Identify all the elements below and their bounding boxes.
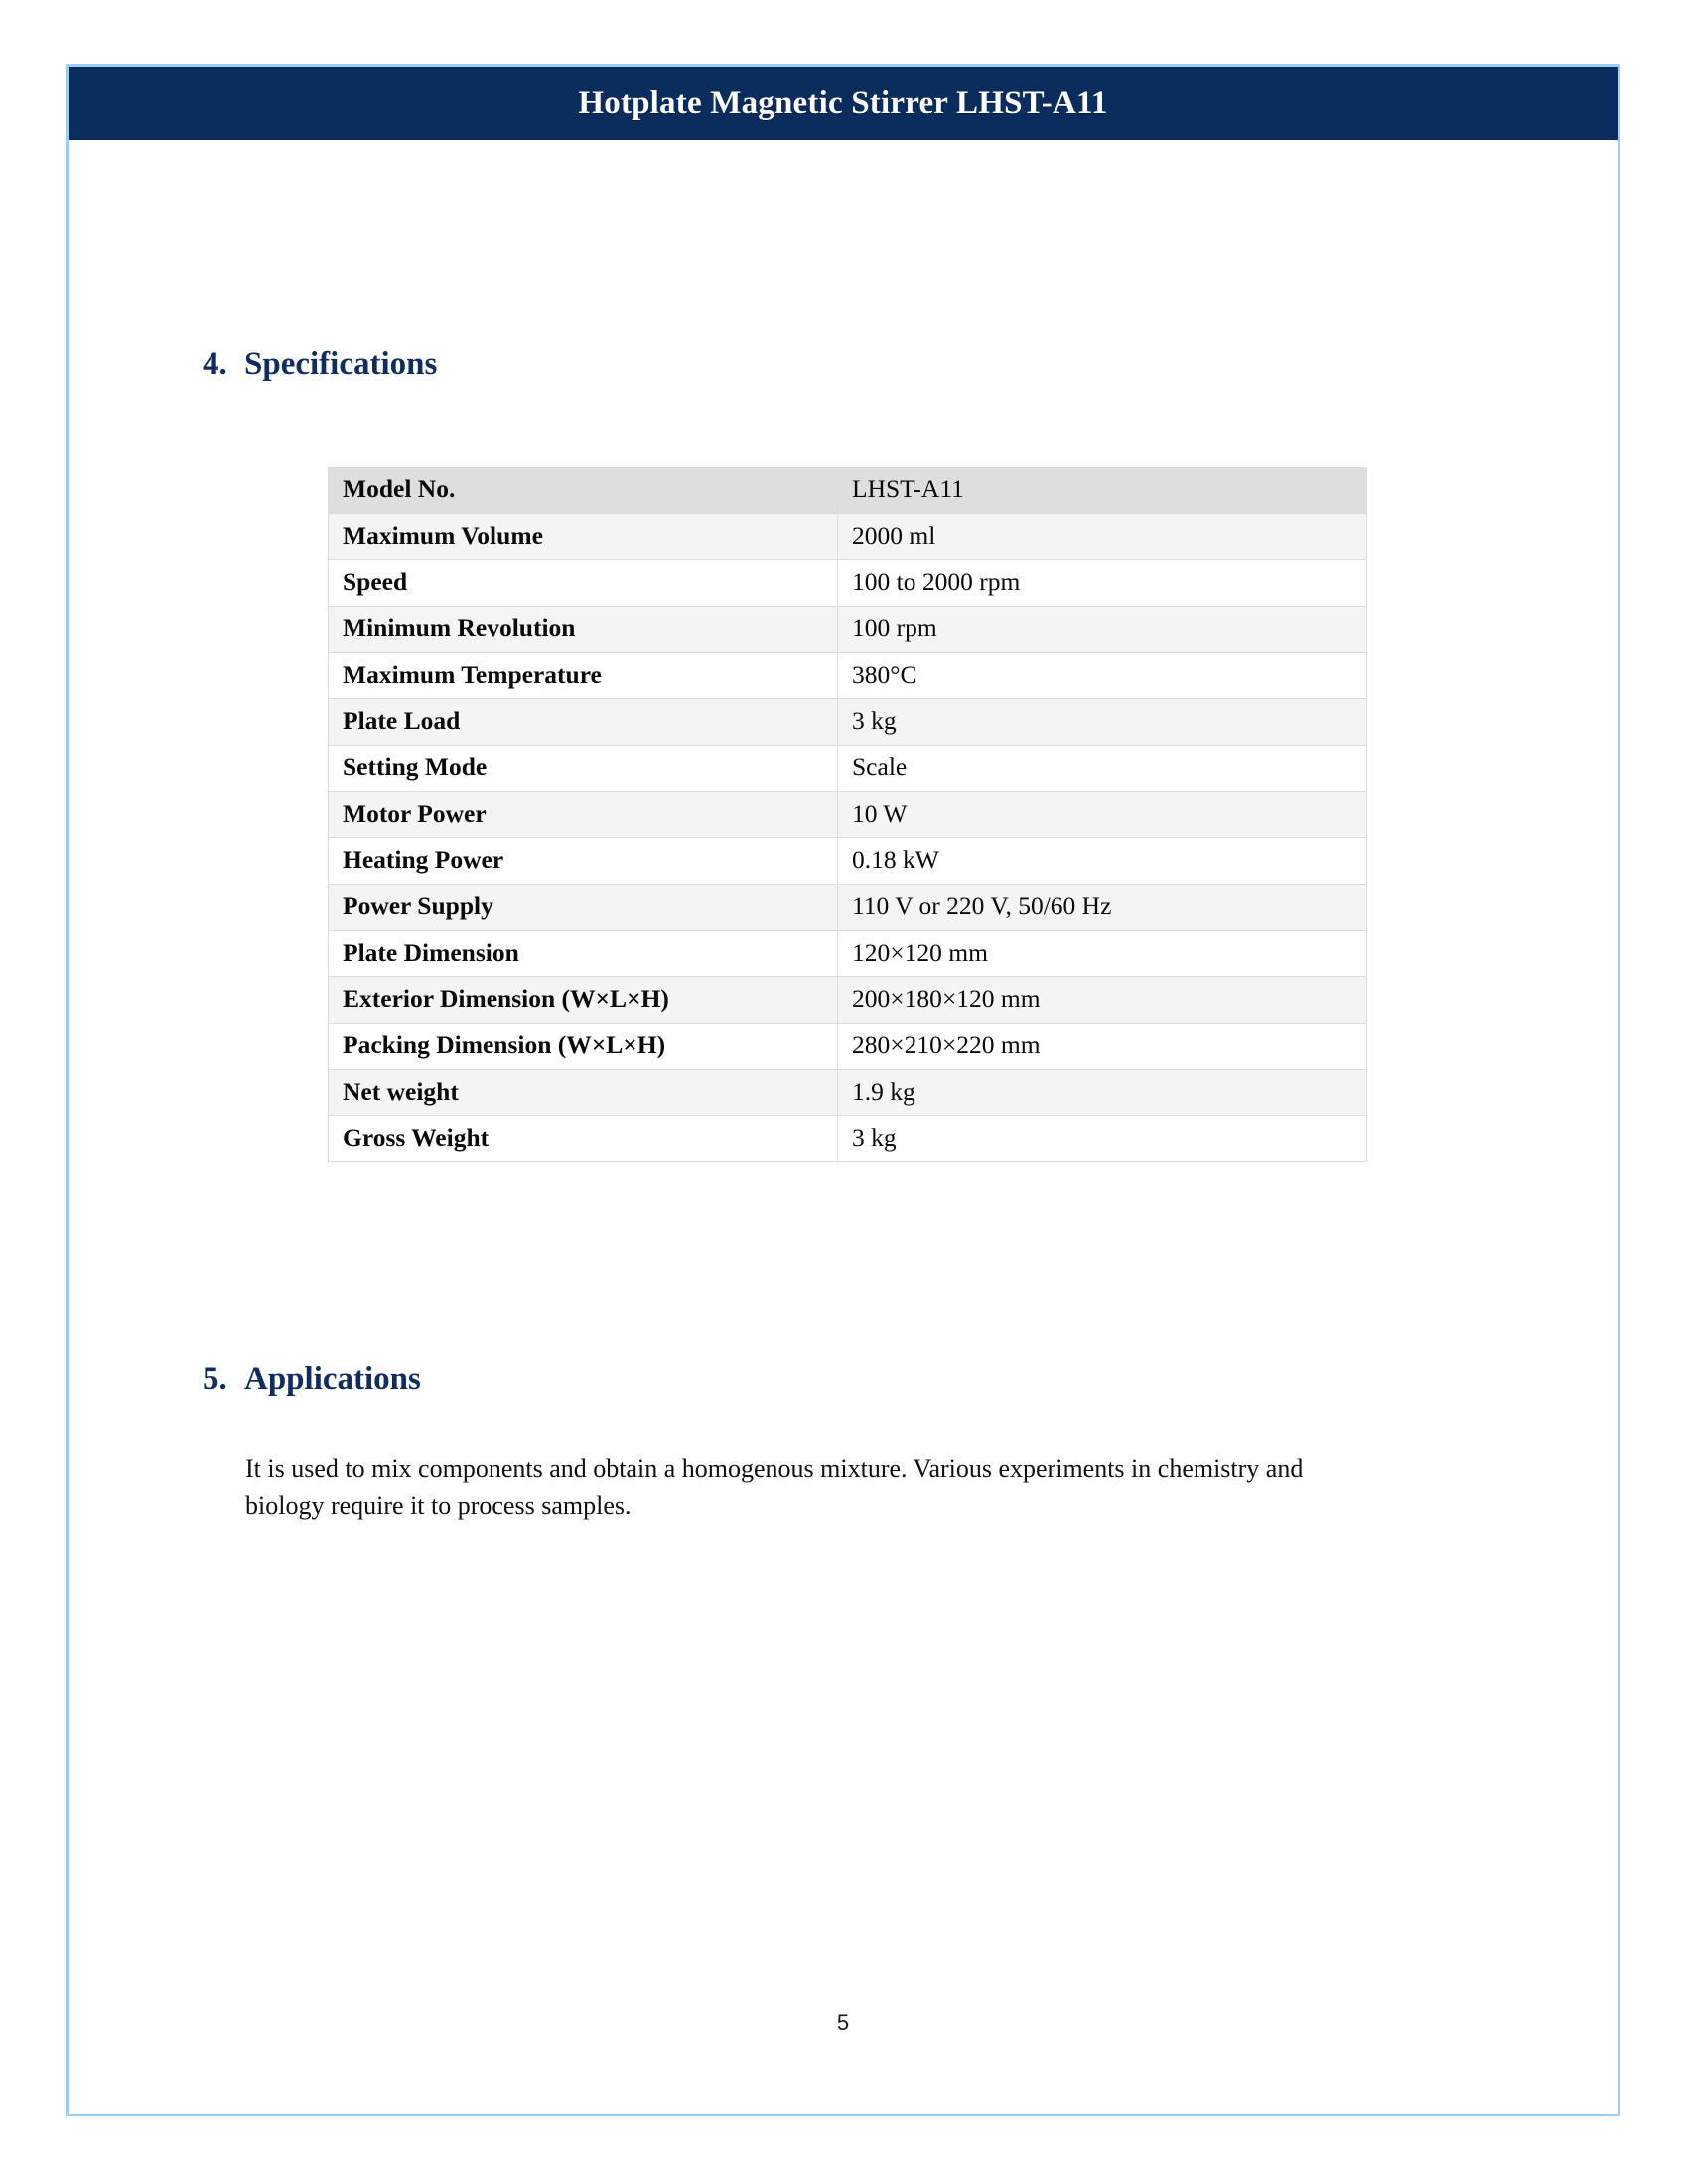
table-row <box>329 745 1367 791</box>
specifications-table <box>328 467 1367 1162</box>
table-row <box>329 1069 1367 1116</box>
section-title-specifications: Specifications <box>244 346 438 382</box>
table-row <box>329 930 1367 977</box>
table-cell-value: 100 to 2000 rpm <box>838 560 1367 607</box>
table-cell-label: Power Supply <box>329 884 838 930</box>
table-row <box>329 699 1367 746</box>
table-cell-label: Net weight <box>329 1069 838 1116</box>
table-cell-label: Speed <box>329 560 838 607</box>
section-heading-specifications <box>203 346 437 383</box>
table-cell-label: Heating Power <box>329 838 838 885</box>
table-row <box>329 560 1367 607</box>
table-cell-label: Model No. <box>329 468 838 514</box>
specifications-table-body <box>329 468 1367 1162</box>
page-content <box>69 140 1618 2114</box>
table-cell-label: Maximum Volume <box>329 513 838 560</box>
table-cell-value: 200×180×120 mm <box>838 977 1367 1024</box>
table-cell-value: 1.9 kg <box>838 1069 1367 1116</box>
page-frame <box>66 64 1620 2116</box>
table-cell-label: Gross Weight <box>329 1116 838 1162</box>
table-cell-value: 110 V or 220 V, 50/60 Hz <box>838 884 1367 930</box>
table-cell-label: Motor Power <box>329 791 838 838</box>
table-row <box>329 606 1367 652</box>
table-row <box>329 468 1367 514</box>
table-row <box>329 791 1367 838</box>
table-cell-value: 2000 ml <box>838 513 1367 560</box>
table-cell-label: Exterior Dimension (W×L×H) <box>329 977 838 1024</box>
table-row <box>329 884 1367 930</box>
table-cell-value: LHST-A11 <box>838 468 1367 514</box>
table-row <box>329 1023 1367 1069</box>
table-cell-label: Setting Mode <box>329 745 838 791</box>
table-cell-value: 3 kg <box>838 1116 1367 1162</box>
table-cell-value: 280×210×220 mm <box>838 1023 1367 1069</box>
table-cell-value: 100 rpm <box>838 606 1367 652</box>
section-number-specifications: 4. <box>203 346 227 382</box>
table-row <box>329 652 1367 699</box>
section-title-applications: Applications <box>244 1361 421 1397</box>
table-row <box>329 838 1367 885</box>
document-header-bar <box>69 67 1618 140</box>
table-row <box>329 1116 1367 1162</box>
table-cell-label: Plate Dimension <box>329 930 838 977</box>
table-cell-value: 10 W <box>838 791 1367 838</box>
table-row <box>329 977 1367 1024</box>
applications-paragraph: It is used to mix components and obtain a homogenous mixture. Various experiments in chemistry and biology require it to process samples. <box>245 1454 1304 1521</box>
table-row <box>329 513 1367 560</box>
table-cell-value: 120×120 mm <box>838 930 1367 977</box>
table-cell-label: Packing Dimension (W×L×H) <box>329 1023 838 1069</box>
table-cell-value: 0.18 kW <box>838 838 1367 885</box>
table-cell-value: 3 kg <box>838 699 1367 746</box>
document-title: Hotplate Magnetic Stirrer LHST-A11 <box>578 84 1108 121</box>
section-heading-applications <box>203 1361 421 1398</box>
table-cell-label: Plate Load <box>329 699 838 746</box>
table-cell-label: Minimum Revolution <box>329 606 838 652</box>
table-cell-label: Maximum Temperature <box>329 652 838 699</box>
table-cell-value: Scale <box>838 745 1367 791</box>
section-number-applications: 5. <box>203 1361 227 1397</box>
page-number: 5 <box>836 2010 850 2035</box>
table-cell-value: 380°C <box>838 652 1367 699</box>
